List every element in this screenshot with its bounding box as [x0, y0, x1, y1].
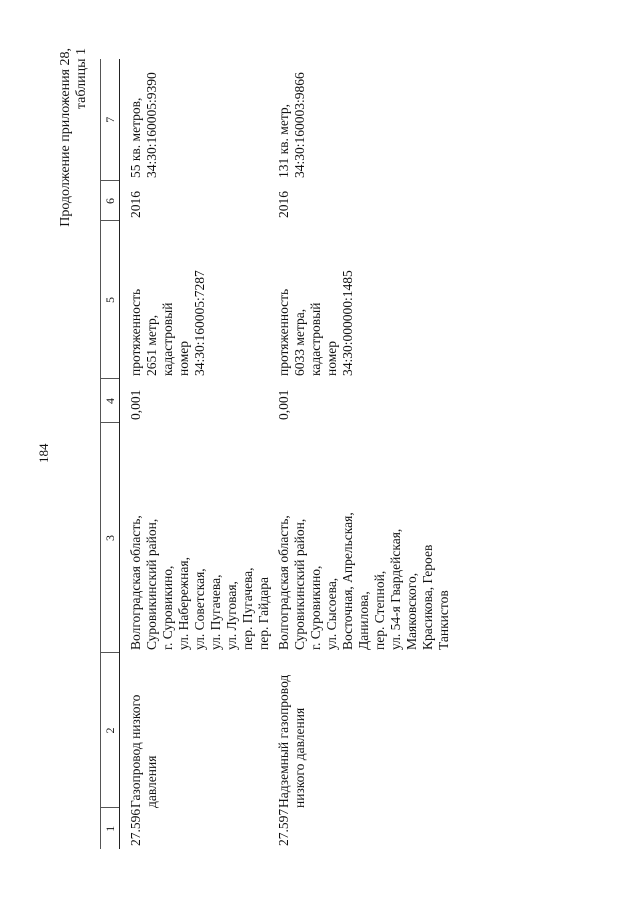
column-number: 1 [101, 808, 120, 849]
address-line: ул. Сысоева, [324, 577, 339, 650]
page-number: 184 [36, 443, 51, 463]
column-number: 4 [101, 379, 120, 423]
characteristic-line: 6033 метра, [292, 308, 307, 376]
address-line: Красикова, Героев [420, 544, 435, 650]
object-name: Надземный газопровод низкого давления [276, 674, 307, 808]
row-number: 27.596 [128, 808, 143, 846]
address-line: г. Суровикино, [308, 565, 323, 650]
area-line: 34:30:160005:9390 [144, 72, 159, 178]
registry-table [100, 59, 452, 849]
area-line: 131 кв. метр, [276, 103, 291, 178]
address-line: Волгоградская область, [128, 515, 143, 650]
table-row [120, 59, 273, 849]
address-line: пер. Пугачева, [240, 567, 255, 650]
address-line: ул. Набережная, [176, 557, 191, 650]
characteristic-line: 2651 метр, [144, 314, 159, 376]
characteristic-line: номер [176, 340, 191, 376]
address-line: ул. Луговая, [224, 581, 239, 650]
address-line: Суровикинский район, [144, 518, 159, 650]
characteristic-line: кадастровый [160, 302, 175, 376]
characteristic-line: 34:30:160005:7287 [192, 270, 207, 376]
characteristic-cell [120, 221, 273, 379]
characteristic-line: протяженность [128, 288, 143, 376]
continuation-line-2: таблицы 1 [74, 48, 89, 110]
value-cell: 0,001 [128, 389, 143, 420]
value-cell: 0,001 [276, 389, 291, 420]
column-number: 3 [101, 423, 120, 653]
address-line: пер. Степной, [372, 570, 387, 650]
column-number-row [101, 59, 120, 849]
area-cell [120, 59, 273, 181]
address-line: Маяковского, [404, 572, 419, 650]
address-line: Восточная, Апрельская, [340, 512, 355, 650]
continuation-header [58, 48, 90, 227]
area-line: 55 кв. метров, [128, 97, 143, 178]
characteristic-line: номер [324, 340, 339, 376]
column-number: 5 [101, 221, 120, 379]
address-line: Волгоградская область, [276, 515, 291, 650]
year-cell: 2016 [276, 191, 291, 218]
table-row [272, 59, 452, 849]
address-cell [272, 423, 452, 653]
address-line: ул. Советская, [192, 568, 207, 650]
year-cell: 2016 [128, 191, 143, 218]
object-name: Газопровод низкого давления [128, 694, 159, 808]
address-line: ул. Пугачева, [208, 574, 223, 650]
column-number: 2 [101, 653, 120, 808]
row-number: 27.597 [276, 808, 291, 846]
column-number: 7 [101, 59, 120, 181]
characteristic-cell [272, 221, 452, 379]
characteristic-line: протяженность [276, 288, 291, 376]
column-number: 6 [101, 181, 120, 221]
address-line: г. Суровикино, [160, 565, 175, 650]
address-line: пер. Гайдара [256, 576, 271, 650]
area-cell [272, 59, 452, 181]
address-line: ул. 54-я Гвардейская, [388, 528, 403, 650]
area-line: 34:30:160003:9866 [292, 72, 307, 178]
address-cell [120, 423, 273, 653]
address-line: Данилова, [356, 591, 371, 650]
address-line: Танкистов [436, 590, 451, 650]
characteristic-line: кадастровый [308, 302, 323, 376]
continuation-line-1: Продолжение приложения 28, [58, 48, 73, 227]
address-line: Суровикинский район, [292, 518, 307, 650]
characteristic-line: 34:30:000000:1485 [340, 270, 355, 376]
